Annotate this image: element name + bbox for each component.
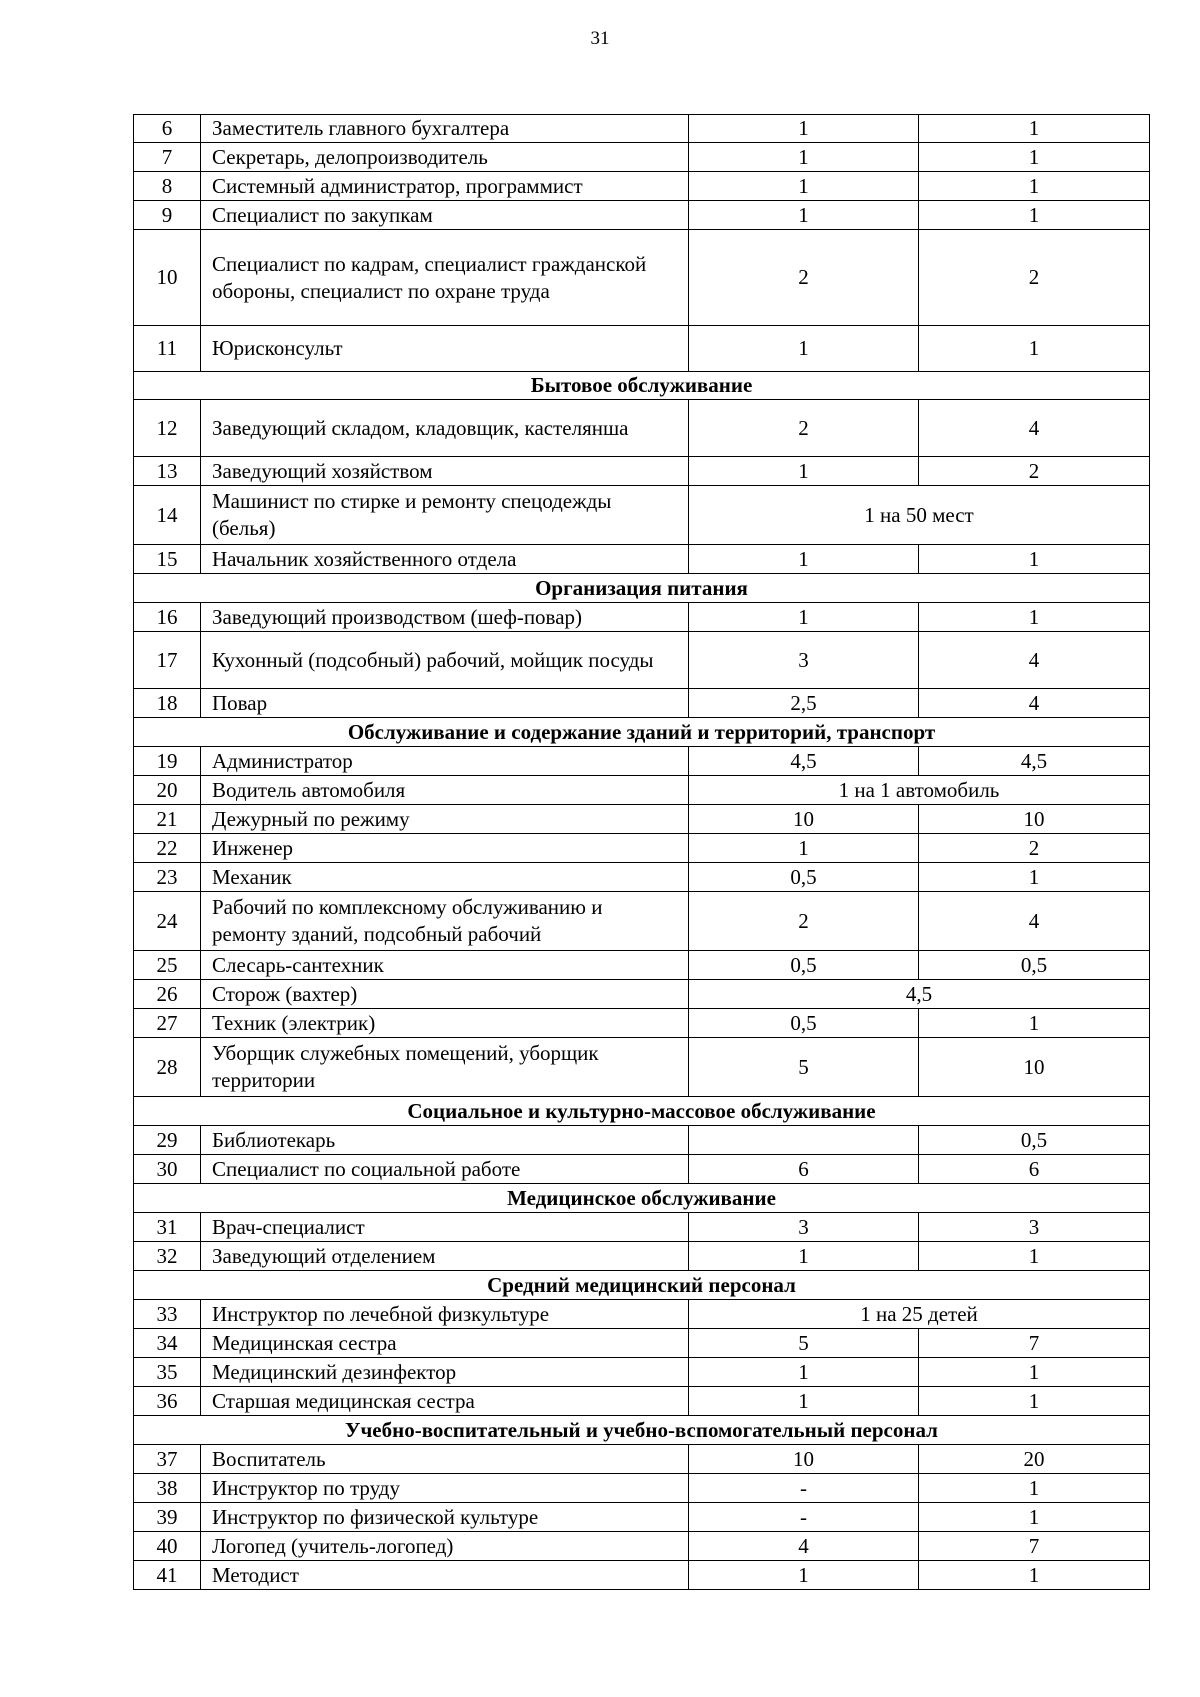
value-cell-a: 1 — [689, 143, 919, 172]
position-name-cell: Заведующий хозяйством — [201, 457, 689, 486]
value-cell-a: 1 — [689, 834, 919, 863]
value-cell-b: 2 — [919, 834, 1150, 863]
section-title: Медицинское обслуживание — [134, 1184, 1150, 1213]
value-cell-b: 3 — [919, 1213, 1150, 1242]
value-cell-a: 10 — [689, 1445, 919, 1474]
row-number-cell: 14 — [134, 486, 201, 545]
value-cell-b: 10 — [919, 805, 1150, 834]
position-name-cell: Библиотекарь — [201, 1126, 689, 1155]
row-number-cell: 28 — [134, 1038, 201, 1097]
table-row — [134, 115, 1150, 143]
row-number-cell: 36 — [134, 1387, 201, 1416]
table-row — [134, 776, 1150, 805]
row-number-cell: 35 — [134, 1358, 201, 1387]
value-cell-b: 0,5 — [919, 951, 1150, 980]
value-cell-b: 2 — [919, 457, 1150, 486]
value-cell-a: 1 — [689, 1387, 919, 1416]
table-row — [134, 1358, 1150, 1387]
value-cell-b: 1 — [919, 1503, 1150, 1532]
position-name-cell: Начальник хозяйственного отдела — [201, 545, 689, 574]
value-cell-b: 4,5 — [919, 747, 1150, 776]
merged-value-cell: 1 на 1 автомобиль — [689, 776, 1150, 805]
position-name-cell: Системный администратор, программист — [201, 172, 689, 201]
row-number-cell: 23 — [134, 863, 201, 892]
position-name-cell: Методист — [201, 1561, 689, 1590]
section-header-row — [134, 1416, 1150, 1445]
table-row — [134, 1155, 1150, 1184]
table-row — [134, 805, 1150, 834]
table-row — [134, 143, 1150, 172]
value-cell-b: 1 — [919, 201, 1150, 230]
section-title: Средний медицинский персонал — [134, 1271, 1150, 1300]
value-cell-a: 1 — [689, 115, 919, 143]
table-row — [134, 400, 1150, 457]
value-cell-b: 1 — [919, 143, 1150, 172]
row-number-cell: 6 — [134, 115, 201, 143]
table-row — [134, 689, 1150, 718]
section-title: Организация питания — [134, 574, 1150, 603]
value-cell-b: 1 — [919, 603, 1150, 632]
section-header-row — [134, 1184, 1150, 1213]
row-number-cell: 37 — [134, 1445, 201, 1474]
row-number-cell: 16 — [134, 603, 201, 632]
value-cell-b: 1 — [919, 1561, 1150, 1590]
table-row — [134, 545, 1150, 574]
position-name-cell: Водитель автомобиля — [201, 776, 689, 805]
value-cell-a: 1 — [689, 201, 919, 230]
position-name-cell: Инструктор по труду — [201, 1474, 689, 1503]
table-row — [134, 1503, 1150, 1532]
value-cell-a: 3 — [689, 632, 919, 689]
value-cell-a: 2 — [689, 892, 919, 951]
section-title: Учебно-воспитательный и учебно-вспомогательный персонал — [134, 1416, 1150, 1445]
row-number-cell: 26 — [134, 980, 201, 1009]
position-name-cell: Заведующий отделением — [201, 1242, 689, 1271]
position-name-cell: Старшая медицинская сестра — [201, 1387, 689, 1416]
value-cell-a: 1 — [689, 457, 919, 486]
table-row — [134, 326, 1150, 372]
position-name-cell: Техник (электрик) — [201, 1009, 689, 1038]
table-row — [134, 980, 1150, 1009]
row-number-cell: 7 — [134, 143, 201, 172]
table-row — [134, 1474, 1150, 1503]
value-cell-a: 6 — [689, 1155, 919, 1184]
position-name-cell: Инструктор по физической культуре — [201, 1503, 689, 1532]
value-cell-b: 1 — [919, 115, 1150, 143]
section-header-row — [134, 372, 1150, 400]
value-cell-a: - — [689, 1474, 919, 1503]
table-row — [134, 457, 1150, 486]
table-row — [134, 486, 1150, 545]
table-row — [134, 951, 1150, 980]
value-cell-a: 1 — [689, 1242, 919, 1271]
value-cell-b: 1 — [919, 326, 1150, 372]
row-number-cell: 17 — [134, 632, 201, 689]
value-cell-a: - — [689, 1503, 919, 1532]
value-cell-b: 4 — [919, 892, 1150, 951]
value-cell-b: 0,5 — [919, 1126, 1150, 1155]
position-name-cell: Машинист по стирке и ремонту спецодежды (белья) — [201, 486, 689, 545]
row-number-cell: 11 — [134, 326, 201, 372]
value-cell-b: 1 — [919, 1387, 1150, 1416]
row-number-cell: 32 — [134, 1242, 201, 1271]
value-cell-b: 1 — [919, 172, 1150, 201]
merged-value-cell: 1 на 25 детей — [689, 1300, 1150, 1329]
value-cell-a — [689, 1126, 919, 1155]
value-cell-b: 4 — [919, 400, 1150, 457]
value-cell-a: 1 — [689, 326, 919, 372]
table-row — [134, 747, 1150, 776]
row-number-cell: 39 — [134, 1503, 201, 1532]
position-name-cell: Медицинская сестра — [201, 1329, 689, 1358]
section-header-row — [134, 574, 1150, 603]
value-cell-a: 3 — [689, 1213, 919, 1242]
row-number-cell: 8 — [134, 172, 201, 201]
table-row — [134, 1532, 1150, 1561]
position-name-cell: Заведующий складом, кладовщик, кастелянша — [201, 400, 689, 457]
value-cell-a: 2,5 — [689, 689, 919, 718]
value-cell-b: 1 — [919, 863, 1150, 892]
row-number-cell: 40 — [134, 1532, 201, 1561]
table-row — [134, 230, 1150, 326]
position-name-cell: Кухонный (подсобный) рабочий, мойщик посуды — [201, 632, 689, 689]
row-number-cell: 12 — [134, 400, 201, 457]
table-row — [134, 863, 1150, 892]
row-number-cell: 21 — [134, 805, 201, 834]
section-header-row — [134, 1097, 1150, 1126]
value-cell-a: 0,5 — [689, 951, 919, 980]
value-cell-a: 0,5 — [689, 1009, 919, 1038]
position-name-cell: Медицинский дезинфектор — [201, 1358, 689, 1387]
row-number-cell: 15 — [134, 545, 201, 574]
value-cell-a: 5 — [689, 1329, 919, 1358]
value-cell-b: 10 — [919, 1038, 1150, 1097]
row-number-cell: 10 — [134, 230, 201, 326]
merged-value-cell: 4,5 — [689, 980, 1150, 1009]
position-name-cell: Механик — [201, 863, 689, 892]
value-cell-a: 1 — [689, 172, 919, 201]
value-cell-b: 2 — [919, 230, 1150, 326]
position-name-cell: Сторож (вахтер) — [201, 980, 689, 1009]
value-cell-b: 7 — [919, 1532, 1150, 1561]
position-name-cell: Воспитатель — [201, 1445, 689, 1474]
row-number-cell: 34 — [134, 1329, 201, 1358]
table-row — [134, 892, 1150, 951]
position-name-cell: Рабочий по комплексному обслуживанию и ремонту зданий, подсобный рабочий — [201, 892, 689, 951]
position-name-cell: Администратор — [201, 747, 689, 776]
position-name-cell: Дежурный по режиму — [201, 805, 689, 834]
section-title: Обслуживание и содержание зданий и территорий, транспорт — [134, 718, 1150, 747]
value-cell-a: 2 — [689, 400, 919, 457]
value-cell-b: 1 — [919, 1009, 1150, 1038]
table-row — [134, 1009, 1150, 1038]
row-number-cell: 29 — [134, 1126, 201, 1155]
value-cell-b: 1 — [919, 1358, 1150, 1387]
row-number-cell: 25 — [134, 951, 201, 980]
position-name-cell: Логопед (учитель-логопед) — [201, 1532, 689, 1561]
table-row — [134, 172, 1150, 201]
position-name-cell: Заведующий производством (шеф-повар) — [201, 603, 689, 632]
row-number-cell: 13 — [134, 457, 201, 486]
value-cell-b: 1 — [919, 1474, 1150, 1503]
position-name-cell: Заместитель главного бухгалтера — [201, 115, 689, 143]
row-number-cell: 19 — [134, 747, 201, 776]
value-cell-a: 1 — [689, 545, 919, 574]
row-number-cell: 30 — [134, 1155, 201, 1184]
row-number-cell: 18 — [134, 689, 201, 718]
position-name-cell: Секретарь, делопроизводитель — [201, 143, 689, 172]
staff-table — [133, 114, 1150, 1590]
position-name-cell: Врач-специалист — [201, 1213, 689, 1242]
table-row — [134, 632, 1150, 689]
value-cell-a: 1 — [689, 1561, 919, 1590]
value-cell-a: 0,5 — [689, 863, 919, 892]
position-name-cell: Юрисконсульт — [201, 326, 689, 372]
row-number-cell: 22 — [134, 834, 201, 863]
table-row — [134, 1387, 1150, 1416]
value-cell-b: 1 — [919, 545, 1150, 574]
value-cell-a: 4 — [689, 1532, 919, 1561]
table-row — [134, 1213, 1150, 1242]
table-row — [134, 201, 1150, 230]
position-name-cell: Уборщик служебных помещений, уборщик территории — [201, 1038, 689, 1097]
value-cell-b: 4 — [919, 632, 1150, 689]
table-row — [134, 1126, 1150, 1155]
value-cell-a: 1 — [689, 603, 919, 632]
value-cell-b: 20 — [919, 1445, 1150, 1474]
merged-value-cell: 1 на 50 мест — [689, 486, 1150, 545]
row-number-cell: 38 — [134, 1474, 201, 1503]
row-number-cell: 41 — [134, 1561, 201, 1590]
value-cell-b: 1 — [919, 1242, 1150, 1271]
table-row — [134, 1038, 1150, 1097]
row-number-cell: 31 — [134, 1213, 201, 1242]
position-name-cell: Специалист по кадрам, специалист гражданской обороны, специалист по охране труда — [201, 230, 689, 326]
page-number: 31 — [590, 28, 610, 49]
value-cell-b: 7 — [919, 1329, 1150, 1358]
table-row — [134, 1445, 1150, 1474]
position-name-cell: Слесарь-сантехник — [201, 951, 689, 980]
value-cell-a: 4,5 — [689, 747, 919, 776]
table-row — [134, 1561, 1150, 1590]
value-cell-b: 6 — [919, 1155, 1150, 1184]
row-number-cell: 27 — [134, 1009, 201, 1038]
row-number-cell: 20 — [134, 776, 201, 805]
staff-table-body — [134, 115, 1150, 1590]
position-name-cell: Инструктор по лечебной физкультуре — [201, 1300, 689, 1329]
row-number-cell: 24 — [134, 892, 201, 951]
value-cell-a: 10 — [689, 805, 919, 834]
row-number-cell: 33 — [134, 1300, 201, 1329]
section-title: Бытовое обслуживание — [134, 372, 1150, 400]
position-name-cell: Инженер — [201, 834, 689, 863]
position-name-cell: Специалист по социальной работе — [201, 1155, 689, 1184]
value-cell-a: 5 — [689, 1038, 919, 1097]
value-cell-b: 4 — [919, 689, 1150, 718]
value-cell-a: 2 — [689, 230, 919, 326]
position-name-cell: Повар — [201, 689, 689, 718]
section-header-row — [134, 1271, 1150, 1300]
table-row — [134, 834, 1150, 863]
table-row — [134, 603, 1150, 632]
table-row — [134, 1329, 1150, 1358]
section-header-row — [134, 718, 1150, 747]
value-cell-a: 1 — [689, 1358, 919, 1387]
table-row — [134, 1242, 1150, 1271]
section-title: Социальное и культурно-массовое обслуживание — [134, 1097, 1150, 1126]
table-row — [134, 1300, 1150, 1329]
position-name-cell: Специалист по закупкам — [201, 201, 689, 230]
row-number-cell: 9 — [134, 201, 201, 230]
